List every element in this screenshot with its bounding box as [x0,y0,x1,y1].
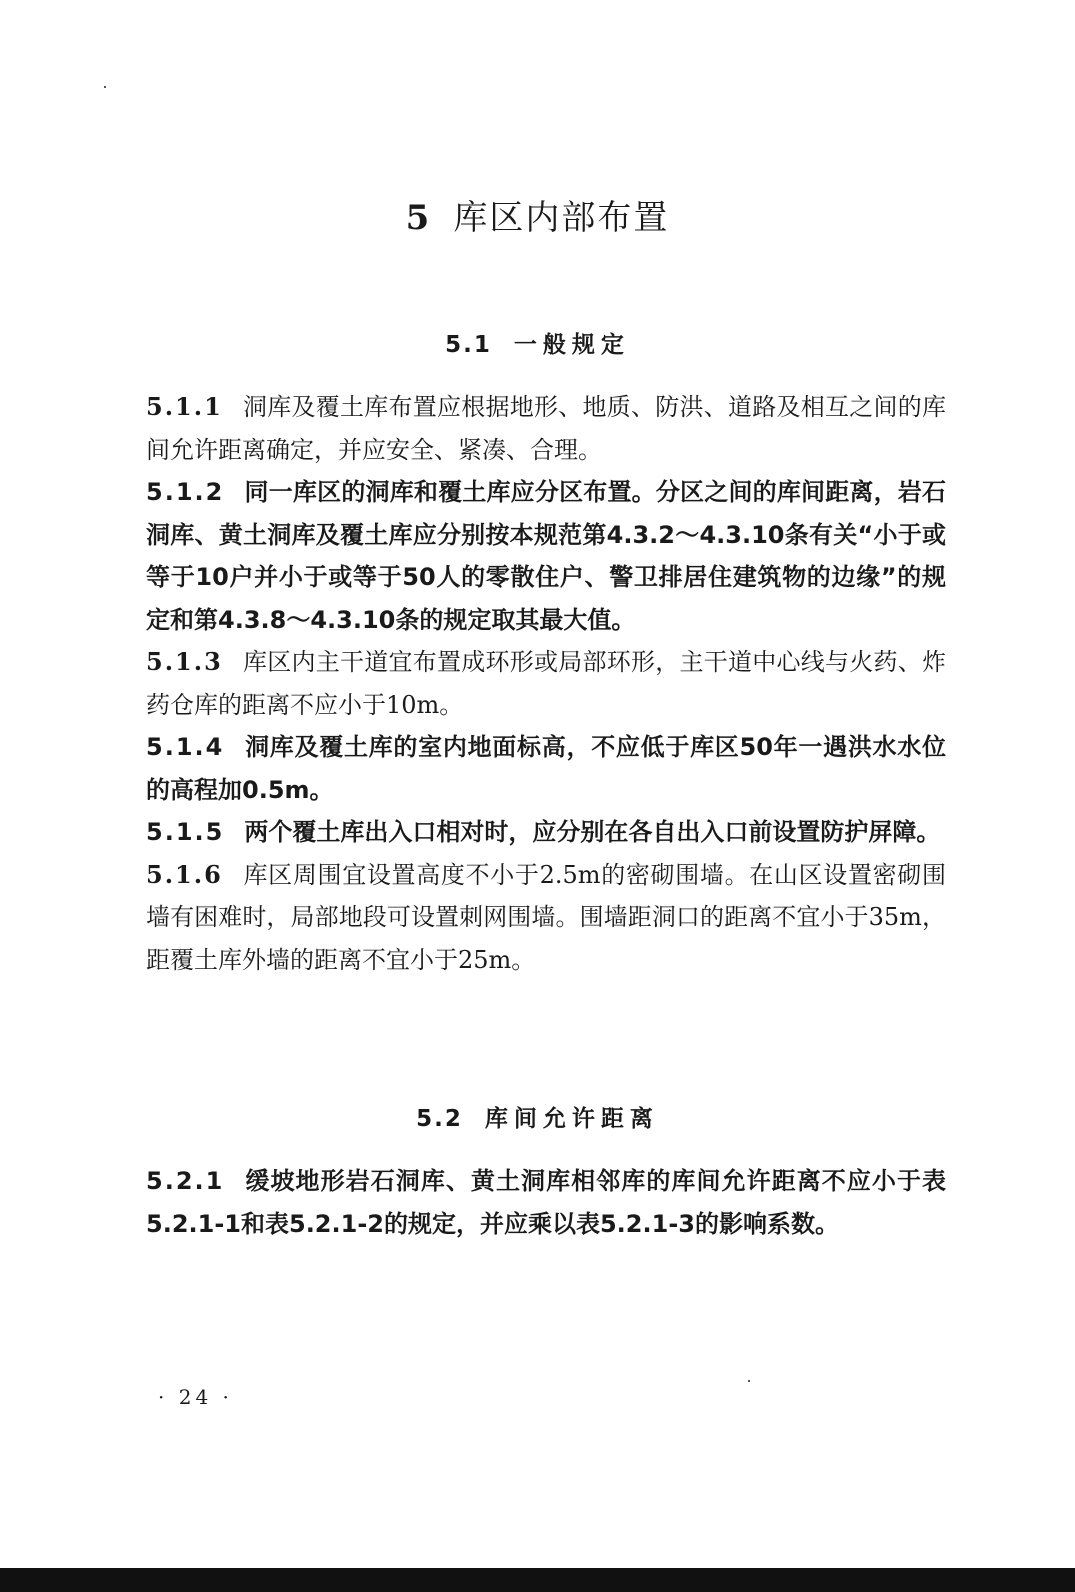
clause-number: 5.1.1 [146,392,223,421]
clause-text: 库区内主干道宜布置成环形或局部环形，主干道中心线与火药、炸药仓库的距离不应小于10m。 [146,648,946,719]
section-body [146,1160,946,1245]
clause [146,726,946,811]
clause-text: 两个覆土库出入口相对时，应分别在各自出入口前设置防护屏障。 [244,818,941,846]
section-number: 5.2 [416,1106,463,1132]
section-title-text: 一般规定 [513,332,630,358]
clause [146,811,946,854]
clause-text: 缓坡地形岩石洞库、黄土洞库相邻库的库间允许距离不应小于表5.2.1-1和表5.2.1-2的规定，并应乘以表5.2.1-3的影响系数。 [146,1167,946,1238]
clause [146,471,946,641]
section-number: 5.1 [445,332,492,358]
section-heading [0,326,1075,359]
clause [146,386,946,471]
scan-speck [104,86,106,88]
clause [146,641,946,726]
clause-number: 5.2.1 [146,1167,225,1195]
clause-text: 同一库区的洞库和覆土库应分区布置。分区之间的库间距离，岩石洞库、黄土洞库及覆土库应分别按本规范第4.3.2～4.3.10条有关“小于或等于10户并小于或等于50人的零散住户、警卫排居住建筑物的边缘”的规定和第4.3.8～4.3.10条的规定取其最大值。 [146,478,946,634]
clause-number: 5.1.2 [146,478,225,506]
clause-number: 5.1.4 [146,733,225,761]
clause [146,1160,946,1245]
scan-speck [748,1380,750,1382]
clause-number: 5.1.3 [146,647,223,676]
section-body [146,386,946,981]
chapter-title-text: 库区内部布置 [453,198,670,238]
section-title-text: 库间允许距离 [484,1106,659,1132]
clause-number: 5.1.6 [146,859,223,889]
section-heading [0,1100,1075,1133]
scan-bottom-edge [0,1568,1075,1592]
chapter-number: 5 [405,198,432,238]
clause [146,854,946,982]
page-number: · 24 · [158,1385,233,1409]
clause-text: 库区周围宜设置高度不小于2.5m的密砌围墙。在山区设置密砌围墙有困难时，局部地段可设置刺网围墙。围墙距洞口的距离不宜小于35m，距覆土库外墙的距离不宜小于25m。 [146,860,946,974]
clause-text: 洞库及覆土库的室内地面标高，不应低于库区50年一遇洪水水位的高程加0.5m。 [146,733,946,804]
clause-text: 洞库及覆土库布置应根据地形、地质、防洪、道路及相互之间的库间允许距离确定，并应安全、紧凑、合理。 [146,393,946,464]
chapter-title [0,190,1075,239]
clause-number: 5.1.5 [146,818,225,846]
